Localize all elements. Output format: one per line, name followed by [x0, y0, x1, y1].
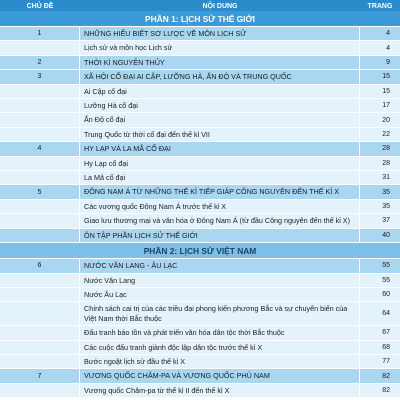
chapter-number: [0, 128, 80, 141]
page-number: 77: [382, 358, 390, 366]
page-number: 37: [382, 217, 390, 225]
lesson-title: Chính sách cai trị của các triều đại phong kiến phương Bắc và sự chuyển biến của Việt Nam thời Bắc thuộc: [80, 302, 360, 325]
chapter-title: VƯƠNG QUỐC CHĂM-PA VÀ VƯƠNG QUỐC PHÙ NAM: [80, 369, 360, 382]
chapter-title: HY LẠP VÀ LA MÃ CỔ ĐẠI: [80, 142, 360, 155]
page-number: 15: [382, 73, 390, 81]
chapter-number: [0, 85, 80, 98]
chapter-title: ĐÔNG NAM Á TỪ NHỮNG THẾ KỈ TIẾP GIÁP CÔNG NGUYÊN ĐẾN THẾ KỈ X: [80, 185, 360, 198]
lesson-row[interactable]: [0, 128, 400, 142]
chapter-number: [0, 384, 80, 397]
lesson-title: Lịch sử và môn học Lịch sử: [80, 41, 360, 54]
chapter-number: [0, 113, 80, 126]
lesson-title: Hy Lạp cổ đại: [80, 157, 360, 170]
lesson-row[interactable]: [0, 355, 400, 369]
chapter-row[interactable]: [0, 229, 400, 243]
lesson-row[interactable]: [0, 85, 400, 99]
chapter-number: [0, 214, 80, 227]
chapter-number: [0, 326, 80, 339]
chapter-number: 6: [0, 259, 80, 272]
chapter-number: [0, 41, 80, 54]
page-number: 64: [382, 310, 390, 318]
table-body: [0, 11, 400, 398]
chapter-number: [0, 99, 80, 112]
chapter-row[interactable]: [0, 56, 400, 70]
chapter-title: NHỮNG HIỂU BIẾT SƠ LƯỢC VỀ MÔN LỊCH SỬ: [80, 27, 360, 40]
chapter-number: 4: [0, 142, 80, 155]
lesson-title: La Mã cổ đại: [80, 171, 360, 184]
page-number: 17: [382, 102, 390, 110]
lesson-row[interactable]: [0, 288, 400, 302]
page-number: 35: [382, 188, 390, 196]
chapter-number: 3: [0, 70, 80, 83]
lesson-row[interactable]: [0, 171, 400, 185]
page-number: 4: [386, 30, 390, 38]
chapter-number: 7: [0, 369, 80, 382]
chapter-row[interactable]: [0, 369, 400, 383]
part-heading: PHẦN 1: LỊCH SỬ THẾ GIỚI: [0, 11, 400, 27]
page-number: 67: [382, 329, 390, 337]
lesson-row[interactable]: [0, 384, 400, 398]
chapter-number: [0, 288, 80, 301]
lesson-title: Ấn Độ cổ đại: [80, 113, 360, 126]
chapter-number: [0, 274, 80, 287]
chapter-number: [0, 229, 80, 242]
header-chapter: CHỦ ĐỀ: [26, 3, 54, 10]
header-page: TRANG: [367, 3, 393, 10]
page-number: 9: [386, 59, 390, 67]
lesson-title: Nước Âu Lạc: [80, 288, 360, 301]
chapter-number: [0, 341, 80, 354]
page-number: 4: [386, 44, 390, 52]
chapter-row[interactable]: [0, 70, 400, 84]
chapter-number: [0, 171, 80, 184]
page-number: 55: [382, 262, 390, 270]
chapter-number: 5: [0, 185, 80, 198]
chapter-title: ÔN TẬP PHẦN LỊCH SỬ THẾ GIỚI: [80, 229, 360, 242]
lesson-title: Trung Quốc từ thời cổ đại đến thế kỉ VII: [80, 128, 360, 141]
chapter-row[interactable]: [0, 259, 400, 273]
lesson-title: Nước Văn Lang: [80, 274, 360, 287]
page-number: 82: [382, 372, 390, 380]
page-number: 20: [382, 116, 390, 124]
page-number: 15: [382, 87, 390, 95]
chapter-number: [0, 302, 80, 325]
page-number: 35: [382, 203, 390, 211]
lesson-row[interactable]: [0, 214, 400, 228]
lesson-title: Các vương quốc Đông Nam Á trước thế kỉ X: [80, 200, 360, 213]
chapter-number: 2: [0, 56, 80, 69]
lesson-row[interactable]: [0, 200, 400, 214]
chapter-title: THỜI KÌ NGUYÊN THỦY: [80, 56, 360, 69]
chapter-number: [0, 157, 80, 170]
part-heading: PHẦN 2: LỊCH SỬ VIỆT NAM: [0, 243, 400, 259]
lesson-title: Vương quốc Chăm-pa từ thế kỉ II đến thế kỉ X: [80, 384, 360, 397]
chapter-title: XÃ HỘI CỔ ĐẠI AI CẬP, LƯỠNG HÀ, ẤN ĐỘ VÀ TRUNG QUỐC: [80, 70, 360, 83]
lesson-row[interactable]: [0, 302, 400, 326]
chapter-number: [0, 355, 80, 368]
header-content: NỘI DUNG: [202, 3, 238, 10]
lesson-row[interactable]: [0, 326, 400, 340]
table-header: [0, 0, 400, 11]
chapter-row[interactable]: [0, 27, 400, 41]
chapter-row[interactable]: [0, 142, 400, 156]
chapter-number: 1: [0, 27, 80, 40]
lesson-title: Đấu tranh bảo tồn và phát triển văn hóa dân tộc thời Bắc thuộc: [80, 326, 360, 339]
lesson-row[interactable]: [0, 274, 400, 288]
page-number: 28: [382, 159, 390, 167]
page-number: 60: [382, 291, 390, 299]
lesson-title: Ai Cập cổ đại: [80, 85, 360, 98]
page-number: 31: [382, 174, 390, 182]
lesson-row[interactable]: [0, 113, 400, 127]
chapter-number: [0, 200, 80, 213]
page-number: 40: [382, 231, 390, 239]
page-number: 22: [382, 131, 390, 139]
page-number: 68: [382, 343, 390, 351]
lesson-row[interactable]: [0, 157, 400, 171]
lesson-title: Lưỡng Hà cổ đại: [80, 99, 360, 112]
chapter-title: NƯỚC VĂN LANG - ÂU LẠC: [80, 259, 360, 272]
page-number: 82: [382, 386, 390, 394]
page-number: 55: [382, 276, 390, 284]
lesson-title: Giao lưu thương mại và văn hóa ở Đông Nam Á (từ đầu Công nguyên đến thế kỉ X): [80, 214, 360, 227]
lesson-title: Bước ngoặt lịch sử đầu thế kỉ X: [80, 355, 360, 368]
lesson-title: Các cuộc đấu tranh giành độc lập dân tộc trước thế kỉ X: [80, 341, 360, 354]
lesson-row[interactable]: [0, 41, 400, 55]
lesson-row[interactable]: [0, 99, 400, 113]
lesson-row[interactable]: [0, 341, 400, 355]
page-number: 28: [382, 145, 390, 153]
chapter-row[interactable]: [0, 185, 400, 199]
